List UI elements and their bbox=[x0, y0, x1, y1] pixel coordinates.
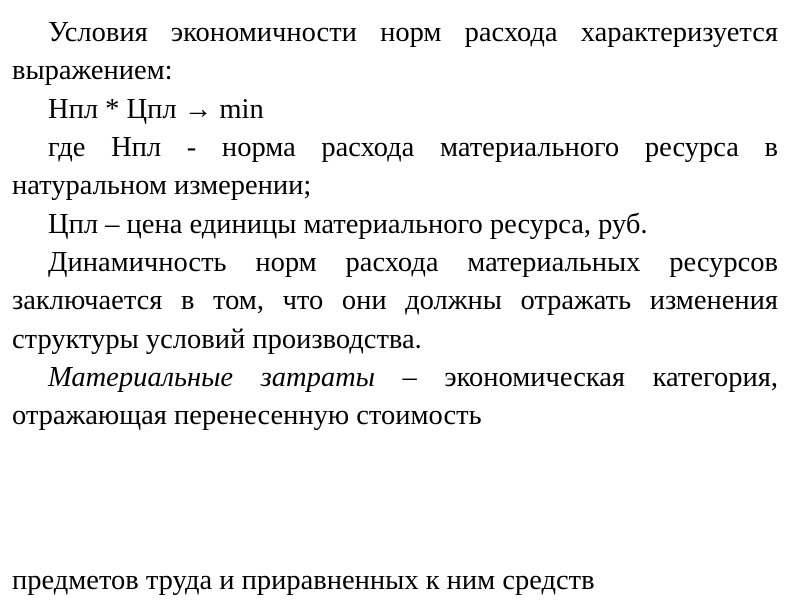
clipped-line-container bbox=[12, 566, 778, 600]
paragraph-formula: Нпл * Цпл → min bbox=[48, 93, 264, 125]
paragraph-material-costs bbox=[12, 359, 778, 436]
paragraph-cpl-definition: Цпл – цена единицы материального ресурса, руб. bbox=[48, 208, 648, 240]
paragraph-clipped-line: предметов труда и приравненных к ним средств bbox=[12, 566, 595, 596]
text-body bbox=[12, 14, 778, 436]
paragraph-npl-definition: где Нпл - норма расхода материального ресурса в натуральном измерении; bbox=[12, 131, 778, 202]
paragraph-conditions: Условия экономичности норм расхода характеризуется выражением: bbox=[12, 17, 778, 87]
term-material-costs: Материальные затраты bbox=[48, 361, 375, 393]
paragraph-dynamism: Динамичность норм расхода материальных ресурсов заключается в том, что они должны отражать изменения структуры условий производства. bbox=[12, 246, 778, 355]
term-material-costs-rest: – экономическая категория, отражающая перенесенную стоимость bbox=[12, 361, 778, 432]
